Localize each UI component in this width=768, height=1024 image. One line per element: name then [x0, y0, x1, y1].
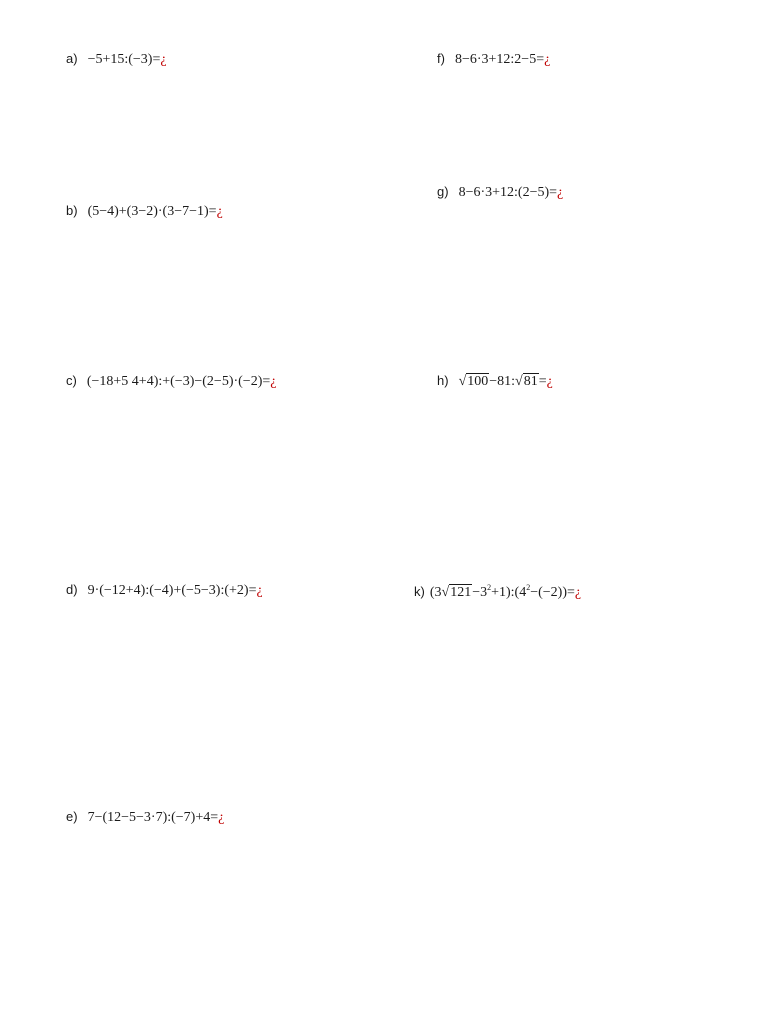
exercise-label: h) — [437, 373, 449, 388]
square-root: √81 — [515, 374, 538, 389]
question-mark: ¿ — [546, 374, 553, 389]
radicand: 121 — [450, 585, 472, 600]
exercise-expression: (−18+5 4+4):+(−3)−(2−5)·(−2)= — [86, 374, 271, 389]
exercise-label: b) — [66, 203, 78, 218]
radicand: 100 — [467, 374, 489, 389]
exercise-a — [66, 50, 167, 69]
exercise-label: e) — [66, 809, 78, 824]
exercise-label: a) — [66, 51, 78, 66]
exponent: 2 — [526, 583, 531, 592]
exercise-label: d) — [66, 582, 78, 597]
exercise-label: f) — [437, 51, 445, 66]
square-root: √100 — [458, 374, 489, 389]
question-mark: ¿ — [256, 583, 263, 598]
expression-part: −(−2))= — [530, 585, 575, 600]
question-mark: ¿ — [160, 52, 167, 67]
exercise-k — [414, 583, 581, 602]
question-mark: ¿ — [574, 585, 582, 600]
exponent: 2 — [487, 583, 492, 592]
expression-part: = — [538, 374, 547, 389]
expression-part: −81: — [489, 374, 516, 389]
exercise-label: k) — [414, 584, 425, 599]
question-mark: ¿ — [216, 204, 223, 219]
exercise-expression: 9·(−12+4):(−4)+(−5−3):(+2)= — [87, 583, 257, 598]
question-mark: ¿ — [557, 185, 564, 200]
exercise-f — [437, 50, 550, 69]
exercise-d — [66, 581, 263, 600]
question-mark: ¿ — [218, 810, 225, 825]
square-root: √121 — [441, 585, 472, 600]
exercise-expression: −5+15:(−3)= — [87, 52, 161, 67]
expression-part: (3 — [429, 585, 442, 600]
exercise-expression: (5−4)+(3−2)·(3−7−1)= — [87, 204, 217, 219]
exercise-b — [66, 202, 223, 221]
exercise-expression: 8−6·3+12:2−5= — [454, 52, 545, 67]
exercise-g — [437, 183, 563, 202]
question-mark: ¿ — [544, 52, 551, 67]
expression-part: −3 — [472, 585, 488, 600]
question-mark: ¿ — [270, 374, 277, 389]
exercise-expression: 7−(12−5−3·7):(−7)+4= — [87, 810, 219, 825]
expression-part: +1):(4 — [491, 585, 527, 600]
exercise-label: c) — [66, 373, 77, 388]
radicand: 81 — [523, 374, 538, 389]
exercise-h — [437, 372, 553, 391]
exercise-label: g) — [437, 184, 449, 199]
exercise-expression: 8−6·3+12:(2−5)= — [458, 185, 558, 200]
exercise-e — [66, 808, 224, 827]
exercise-c — [66, 372, 276, 391]
